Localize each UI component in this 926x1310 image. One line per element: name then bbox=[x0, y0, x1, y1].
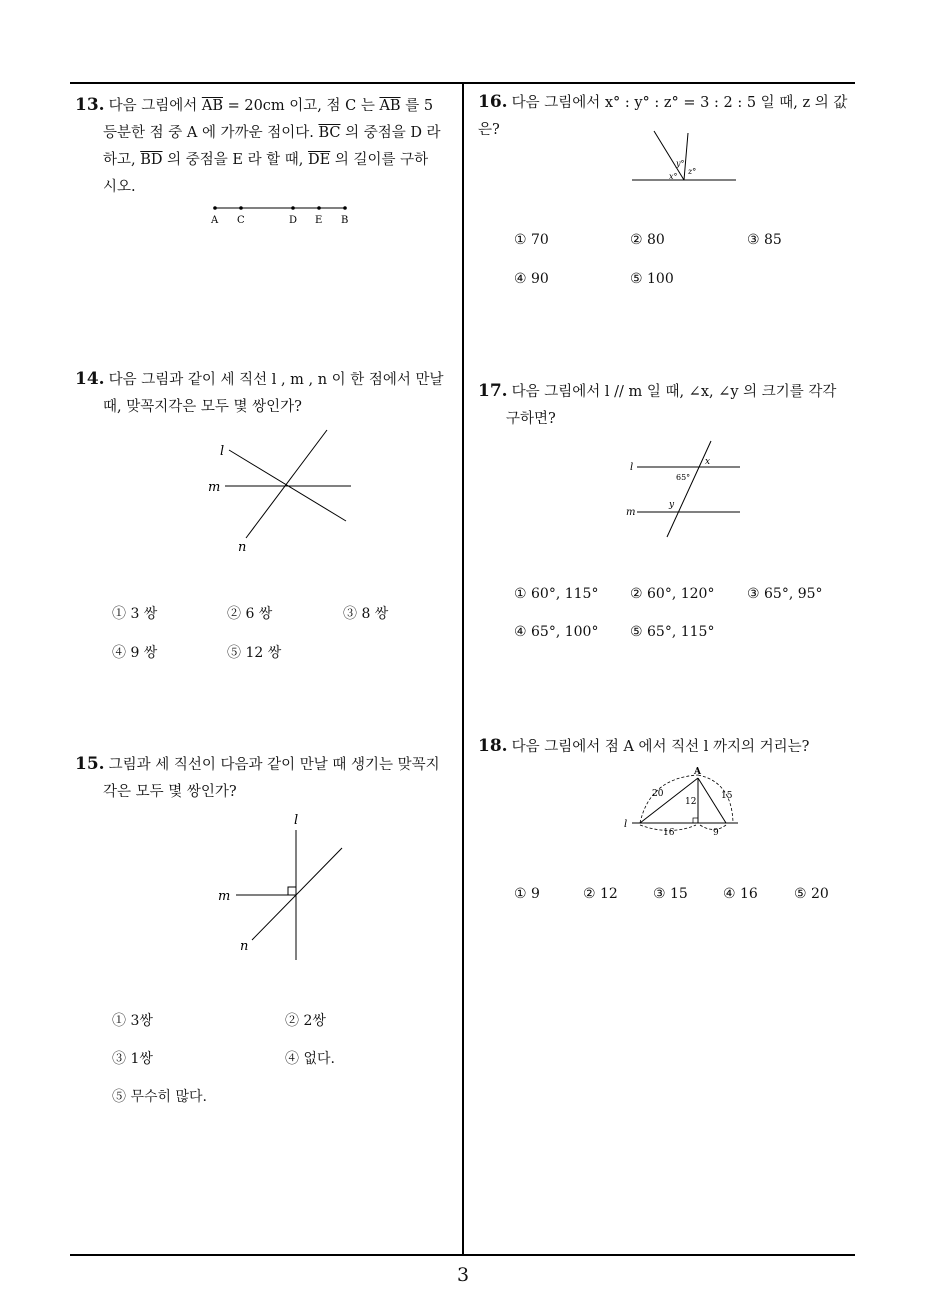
point-label: A bbox=[211, 215, 219, 226]
choice-1[interactable]: ① 3쌍 bbox=[112, 1013, 153, 1029]
length-label-12: 12 bbox=[685, 797, 697, 807]
line-label-m: m bbox=[218, 889, 231, 904]
question-number: 17. bbox=[478, 381, 508, 401]
question-text: 하고, bbox=[103, 152, 141, 168]
segment-label: $\overline{BD}$ bbox=[140, 152, 163, 168]
choice-4[interactable]: ④ 90 bbox=[514, 271, 549, 287]
choice-3[interactable]: ③ 1쌍 bbox=[112, 1051, 153, 1067]
q15-lines-figure bbox=[212, 810, 352, 965]
line-label-l: l bbox=[624, 819, 628, 830]
page-number: 3 bbox=[456, 1264, 470, 1286]
line-label-m: m bbox=[626, 507, 636, 518]
question-text: 를 5 bbox=[400, 98, 434, 114]
angle-label-z: z° bbox=[688, 167, 697, 176]
choice-3[interactable]: ③ 85 bbox=[747, 232, 782, 248]
segment-label: $\overline{DE}$ bbox=[308, 152, 331, 168]
question-text: 다음 그림과 같이 세 직선 l , m , n 이 한 점에서 만날 bbox=[108, 372, 444, 388]
choice-5[interactable]: ⑤ 12 쌍 bbox=[227, 645, 282, 661]
question-13 bbox=[75, 92, 460, 201]
segment-label: $\overline{AB}$ bbox=[201, 98, 223, 114]
bottom-rule bbox=[70, 1254, 855, 1256]
question-text: = 20cm 이고, 점 C 는 bbox=[222, 98, 380, 114]
choice-1[interactable]: ① 70 bbox=[514, 232, 549, 248]
question-text: 등분한 점 중 A 에 가까운 점이다. bbox=[103, 125, 319, 141]
choice-2[interactable]: ② 6 쌍 bbox=[227, 606, 273, 622]
question-text: 의 길이를 구하 bbox=[330, 152, 429, 168]
question-text: 때, 맞꼭지각은 모두 몇 쌍인가? bbox=[103, 399, 302, 415]
choice-5[interactable]: ⑤ 100 bbox=[630, 271, 674, 287]
segment-label: $\overline{BC}$ bbox=[318, 125, 341, 141]
line-label-n: n bbox=[238, 540, 247, 555]
question-text: 다음 그림에서 bbox=[108, 98, 202, 114]
question-text: 다음 그림에서 l // m 일 때, ∠x, ∠y 의 크기를 각각 bbox=[511, 384, 837, 400]
angle-label-y: y bbox=[669, 500, 675, 510]
question-text: 다음 그림에서 x° : y° : z° = 3 : 2 : 5 일 때, z 의 값은? bbox=[478, 95, 848, 138]
line-label-l: l bbox=[294, 813, 299, 828]
choice-3[interactable]: ③ 15 bbox=[653, 886, 688, 902]
question-number: 15. bbox=[75, 754, 105, 774]
question-15 bbox=[75, 751, 460, 806]
line-label-n: n bbox=[240, 939, 249, 954]
point-label: D bbox=[289, 215, 298, 226]
question-number: 16. bbox=[478, 92, 508, 112]
question-17 bbox=[478, 378, 858, 433]
question-text: 시오. bbox=[103, 179, 136, 195]
question-number: 13. bbox=[75, 95, 105, 115]
length-label-16: 16 bbox=[663, 828, 675, 838]
choice-3[interactable]: ③ 65°, 95° bbox=[747, 586, 823, 602]
question-14 bbox=[75, 366, 460, 421]
choice-2[interactable]: ② 12 bbox=[583, 886, 618, 902]
q17-parallel-figure bbox=[625, 438, 745, 540]
point-label: E bbox=[315, 215, 323, 226]
choice-1[interactable]: ① 9 bbox=[514, 886, 540, 902]
question-text: 의 중점을 E 라 할 때, bbox=[162, 152, 309, 168]
choice-4[interactable]: ④ 65°, 100° bbox=[514, 624, 599, 640]
point-label: B bbox=[341, 215, 349, 226]
line-label-l: l bbox=[630, 462, 634, 473]
choice-4[interactable]: ④ 없다. bbox=[285, 1051, 335, 1067]
choice-3[interactable]: ③ 8 쌍 bbox=[343, 606, 389, 622]
angle-label-x: x° bbox=[669, 172, 678, 181]
choice-4[interactable]: ④ 16 bbox=[723, 886, 758, 902]
length-label-15: 15 bbox=[721, 791, 733, 801]
q13-segment-figure bbox=[205, 200, 355, 230]
length-label-9: 9 bbox=[713, 828, 719, 838]
q14-lines-figure bbox=[205, 425, 360, 560]
question-18 bbox=[478, 733, 858, 761]
question-text: 구하면? bbox=[506, 411, 556, 427]
question-text: 각은 모두 몇 쌍인가? bbox=[103, 784, 237, 800]
choice-2[interactable]: ② 60°, 120° bbox=[630, 586, 715, 602]
line-label-m: m bbox=[208, 480, 221, 495]
choice-5[interactable]: ⑤ 65°, 115° bbox=[630, 624, 715, 640]
segment-label: $\overline{AB}$ bbox=[379, 98, 401, 114]
angle-label-x: x bbox=[705, 457, 711, 467]
choice-2[interactable]: ② 2쌍 bbox=[285, 1013, 326, 1029]
angle-label-65: 65° bbox=[676, 473, 691, 482]
choice-5[interactable]: ⑤ 무수히 많다. bbox=[112, 1089, 207, 1105]
choice-5[interactable]: ⑤ 20 bbox=[794, 886, 829, 902]
question-text: 다음 그림에서 점 A 에서 직선 l 까지의 거리는? bbox=[511, 739, 810, 755]
question-text: 그림과 세 직선이 다음과 같이 만날 때 생기는 맞꼭지 bbox=[108, 757, 440, 773]
choice-1[interactable]: ① 60°, 115° bbox=[514, 586, 599, 602]
choice-1[interactable]: ① 3 쌍 bbox=[112, 606, 158, 622]
q18-triangle-figure bbox=[620, 764, 745, 839]
q16-angle-figure bbox=[628, 128, 740, 186]
column-divider bbox=[462, 83, 464, 1255]
question-text: 의 중점을 D 라 bbox=[340, 125, 441, 141]
choice-4[interactable]: ④ 9 쌍 bbox=[112, 645, 158, 661]
question-number: 18. bbox=[478, 736, 508, 756]
choice-2[interactable]: ② 80 bbox=[630, 232, 665, 248]
angle-label-y: y° bbox=[676, 159, 685, 168]
point-label-A: A bbox=[694, 767, 701, 777]
point-label: C bbox=[237, 215, 245, 226]
length-label-20: 20 bbox=[652, 789, 664, 799]
line-label-l: l bbox=[220, 444, 225, 459]
question-number: 14. bbox=[75, 369, 105, 389]
